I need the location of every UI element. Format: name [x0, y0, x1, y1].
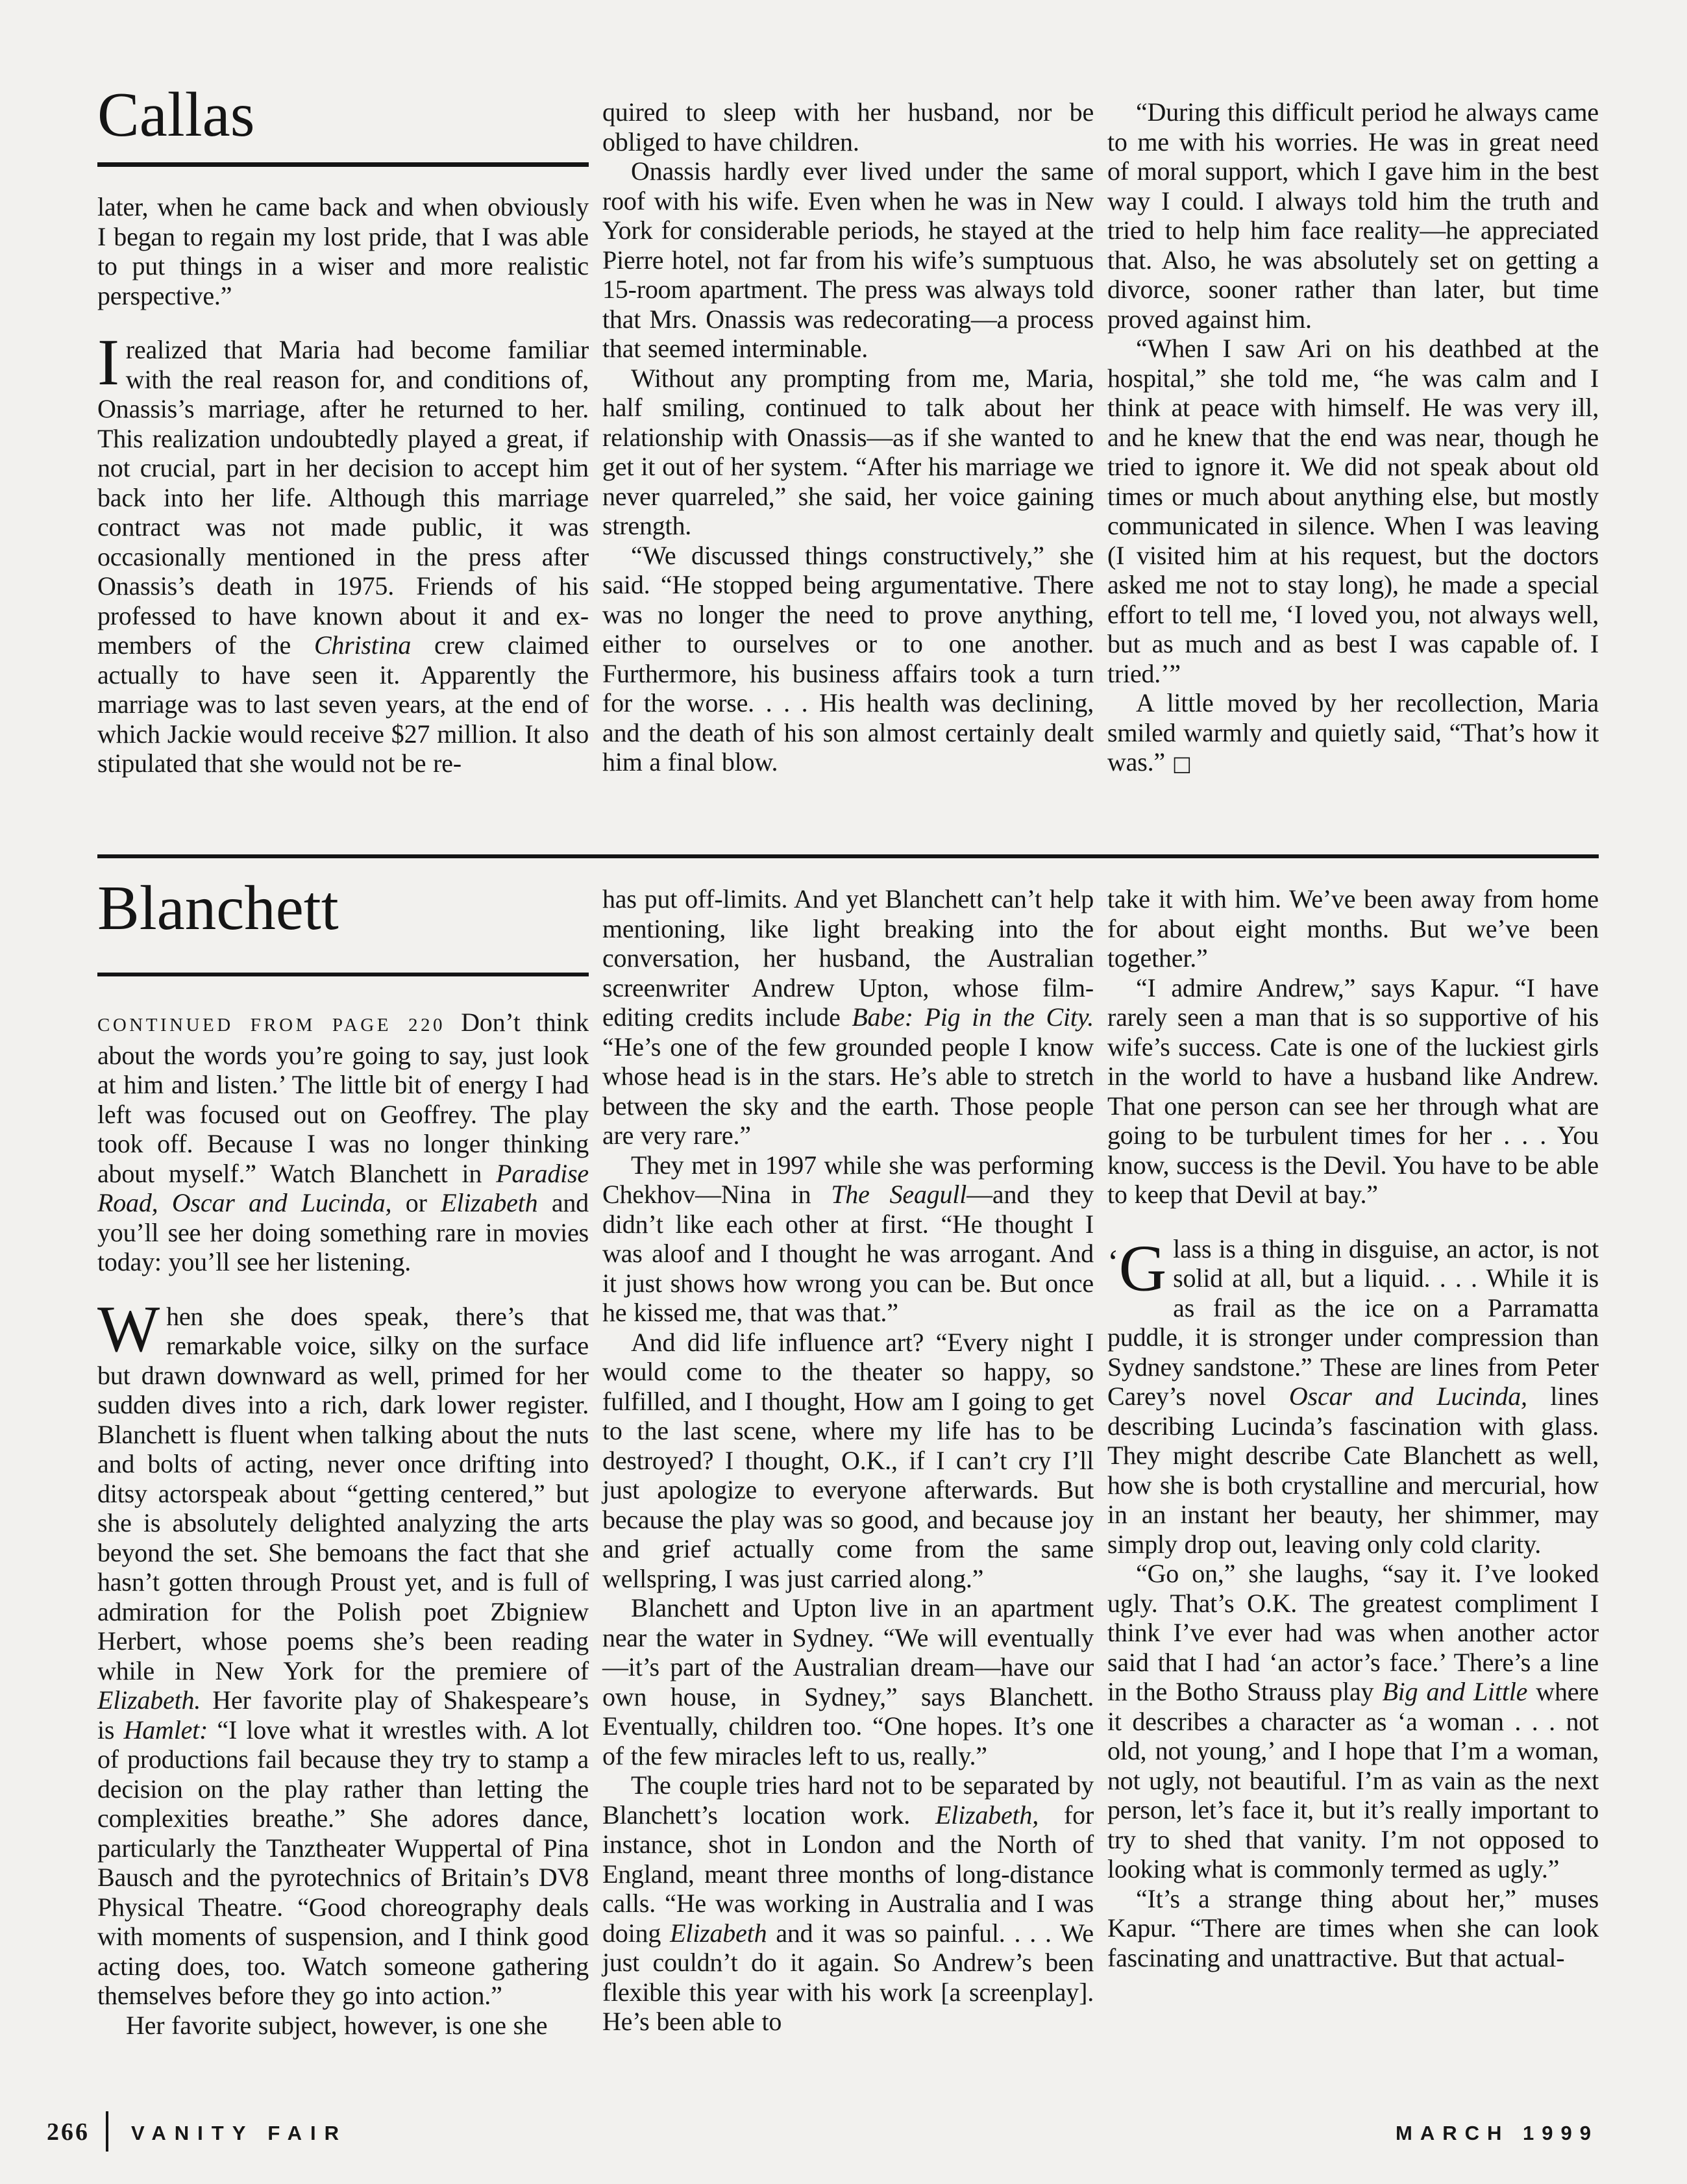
paragraph: [602, 1150, 1094, 1328]
paragraph-text: “During this difficult period he always came to me with his worries. He was in great need of moral support, which I gave him in the best way I could. I always told him the truth and tried to help him face reality—he appreciated that. Also, he was absolutely set on getting a divorce, sooner rather than later, but time proved against him.: [1107, 97, 1599, 334]
paragraph: [1107, 97, 1599, 334]
paragraph-text: take it with him. We’ve been away from home for about eight months. But we’ve been together.”: [1107, 884, 1599, 973]
paragraph-text: “We discussed things constructively,” she said. “He stopped being argumentative. There was no longer the need to prove anything, either to ourselves or to one another. Furthermore, his business affairs took a turn for the worse. . . . His health was declining, and the death of his son almost certainly dealt him a final blow.: [602, 540, 1094, 776]
paragraph-text: realized that Maria had become familiar with the real reason for, and conditions of, Onassis’s marriage, after he returned to her. This realization undoubtedly played a great, if not crucial, part in her decision to accept him back into her life. Although this marriage contract was not made public, it was occasionally mentioned in the press after Onassis’s death in 1975. Friends of his professed to have known about it and ex-members of the Christina crew claimed actually to have seen it. Apparently the marriage was to last seven years, at the end of which Jackie would receive $27 million. It also stipulated that she would not be re-: [97, 335, 589, 778]
paragraph-text: Blanchett and Upton live in an apartment near the water in Sydney. “We will eventually—it’s part of the Australian dream—have our own house, in Sydney,” says Blanchett. Eventually, children too. “One hopes. It’s one of the few miracles left to us, really.”: [602, 1593, 1094, 1770]
paragraph: [602, 1593, 1094, 1770]
paragraph: [1107, 1234, 1599, 1559]
paragraph: [602, 1328, 1094, 1594]
blanchett-column-1: [97, 1008, 589, 2040]
paragraph-text: Her favorite subject, however, is one she: [126, 2010, 548, 2040]
footer-magazine-name: VANITY FAIR: [131, 2122, 348, 2144]
paragraph: [97, 326, 589, 778]
paragraph: [602, 541, 1094, 777]
paragraph-text: Onassis hardly ever lived under the same roof with his wife. Even when he was in New York for considerable periods, he stayed at the Pierre hotel, not far from his wife’s sumptuous 15-room apartment. The press was always told that Mrs. Onassis was redecorating—a process that seemed interminable.: [602, 156, 1094, 363]
paragraph: [97, 1008, 589, 1277]
paragraph-text: Without any prompting from me, Maria, half smiling, continued to talk about her relationship with Onassis—as if she wanted to get it out of her system. “After his marriage we never quarreled,” she said, her voice gaining strength.: [602, 363, 1094, 540]
paragraph-text: lass is a thing in disguise, an actor, is not solid at all, but a liquid. . . . While it is as frail as the ice on a Parramatta puddle, it is stronger under compression than Sydney sandstone.” These are lines from Peter Carey’s novel Oscar and Lucinda, lines describing Lucinda’s fascination with glass. They might describe Cate Blanchett as well, how she is both crystalline and mercurial, how in an instant her beauty, her shimmer, may simply drop out, leaving only cold clarity.: [1107, 1234, 1599, 1559]
drop-cap-letter: G: [1118, 1232, 1167, 1306]
callas-title-rule: [97, 162, 589, 167]
paragraph-text: hen she does speak, there’s that remarkable voice, silky on the surface but drawn downward as well, primed for her sudden dives into a rich, dark lower register. Blanchett is fluent when talking about the nuts and bolts of acting, never once drifting into ditsy actorspeak about “getting centered,” but she is absolutely delighted analyzing the arts beyond the set. She bemoans the fact that she hasn’t gotten through Proust yet, and is full of admiration for the Polish poet Zbigniew Herbert, whose poems she’s been reading while in New York for the premiere of Elizabeth. Her favorite play of Shakespeare’s is Hamlet: “I love what it wrestles with. A lot of productions fail because they try to stamp a decision on the play rather than letting the complexities breathe.” She adores dance, particularly the Tanztheater Wuppertal of Pina Bausch and the pyrotechnics of Britain’s DV8 Physical Theatre. “Good choreography deals with moments of suspension, and I think good acting does, too. Watch someone gathering themselves before they go into action.”: [97, 1301, 589, 2010]
blanchett-title: Blanchett: [97, 873, 339, 943]
paragraph-text: “I admire Andrew,” says Kapur. “I have rarely seen a man that is so supportive of his wife’s success. Cate is one of the luckiest girls in the world to have a husband like Andrew. That one person can see her through what are going to be turbulent times for her . . . You know, success is the Devil. You have to be able to keep that Devil at bay.”: [1107, 973, 1599, 1209]
paragraph: [1107, 688, 1599, 779]
footer-page-number: 266: [47, 2118, 90, 2146]
blanchett-title-rule: [97, 973, 589, 976]
paragraph-text: And did life influence art? “Every night I would come to the theater so happy, so fulfilled, and I thought, How am I going to get to the last scene, where my life has to be destroyed? I thought, O.K., if I can’t cry I’ll just apologize to everyone afterwards. But because the play was so good, and because joy and grief actually come from the same wellspring, I was just carried along.”: [602, 1327, 1094, 1593]
callas-column-1: [97, 192, 589, 778]
paragraph-text: has put off-limits. And yet Blanchett can’t help mentioning, like light breaking into the conversation, her husband, the Australian screenwriter Andrew Upton, whose film-editing credits include Babe: Pig in the City. “He’s one of the few grounded people I know whose head is in the stars. He’s able to stretch between the sky and the earth. Those people are very rare.”: [602, 884, 1094, 1150]
blanchett-column-2: [602, 884, 1094, 2037]
callas-column-3: [1107, 97, 1599, 779]
paragraph: [1107, 334, 1599, 688]
paragraph: [602, 884, 1094, 1150]
paragraph: [97, 192, 589, 310]
paragraph: [1107, 884, 1599, 973]
paragraph: [97, 2011, 589, 2041]
paragraph: [602, 364, 1094, 541]
footer-divider: [106, 2111, 108, 2152]
paragraph-text: later, when he came back and when obviously I began to regain my lost pride, that I was able to put things in a wiser and more realistic perspective.”: [97, 192, 589, 310]
paragraph-text: The couple tries hard not to be separated by Blanchett’s location work. Elizabeth, for instance, shot in London and the North of England, meant three months of long-distance calls. “He was working in Australia and I was doing Elizabeth and it was so painful. . . . We just couldn’t do it again. So Andrew’s been flexible this year with his work [a screenplay]. He’s been able to: [602, 1770, 1094, 2036]
paragraph-text: “When I saw Ari on his deathbed at the hospital,” she told me, “he was calm and I think at peace with himself. He was very ill, and he knew that the end was near, though he tried to ignore it. We did not speak about old times or much about anything else, but mostly communicated in silence. When I was leaving (I visited him at his request, but the doctors asked me not to stay long), he made a special effort to tell me, ‘I loved you, not always well, but as much and as best I was capable of. I tried.’”: [1107, 334, 1599, 688]
paragraph: [1107, 1884, 1599, 1973]
drop-cap: I: [97, 326, 119, 399]
blanchett-column-3: [1107, 884, 1599, 1972]
paragraph: [602, 1770, 1094, 2037]
paragraph: [602, 156, 1094, 364]
paragraph-text: They met in 1997 while she was performing Chekhov—Nina in The Seagull—and they didn’t like each other at first. “He thought I was aloof and I thought he was arrogant. And it just shows how wrong you can be. But once he kissed me, that was that.”: [602, 1150, 1094, 1327]
footer-issue-date: MARCH 1999: [1396, 2122, 1599, 2144]
drop-cap-quote: ‘: [1107, 1243, 1119, 1281]
paragraph: [1107, 1559, 1599, 1884]
paragraph: [602, 97, 1094, 156]
paragraph-text: A little moved by her recollection, Maria smiled warmly and quietly said, “That’s how it was.” □: [1107, 688, 1599, 776]
drop-cap: W: [97, 1292, 160, 1366]
callas-column-2: [602, 97, 1094, 777]
paragraph: [97, 1292, 589, 2011]
paragraph-text: quired to sleep with her husband, nor be obliged to have children.: [602, 97, 1094, 156]
drop-cap: [1107, 1232, 1173, 1306]
paragraph-text: “It’s a strange thing about her,” muses Kapur. “There are times when she can look fascinating and unattractive. But that actual-: [1107, 1883, 1599, 1972]
paragraph-text: CONTINUED FROM PAGE 220 Don’t think about the words you’re going to say, just look at him and listen.’ The little bit of energy I had left was focused out on Geoffrey. The play took off. Because I was no longer thinking about myself.” Watch Blanchett in Paradise Road, Oscar and Lucinda, or Elizabeth and you’ll see her doing something rare in movies today: you’ll see her listening.: [97, 1008, 589, 1276]
article-separator-rule: [97, 854, 1599, 858]
callas-title: Callas: [97, 80, 255, 149]
paragraph-text: “Go on,” she laughs, “say it. I’ve looked ugly. That’s O.K. The greatest compliment I think I’ve ever had was when another actor said that I had ‘an actor’s face.’ There’s a line in the Botho Strauss play Big and Little where it describes a character as ‘a woman . . . not old, not young,’ and I hope that I’m a woman, not ugly, not beautiful. I’m as vain as the next person, let’s face it, but it’s really important to try to shed that vanity. I’m not opposed to looking what is commonly termed as ugly.”: [1107, 1559, 1599, 1883]
paragraph: [1107, 973, 1599, 1210]
